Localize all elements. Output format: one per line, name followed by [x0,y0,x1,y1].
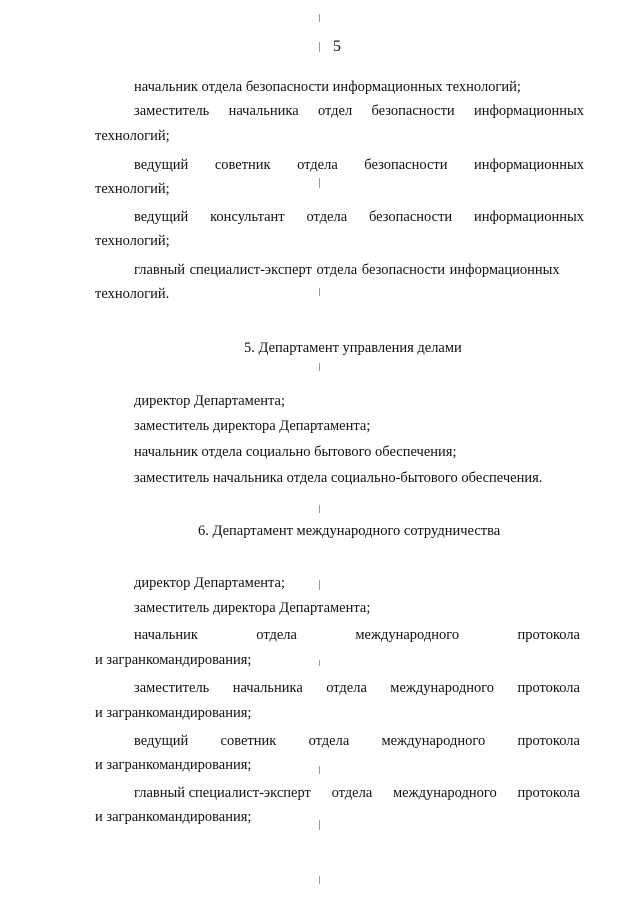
word: главный специалист-эксперт [134,785,311,801]
scan-artifact-line [319,820,320,830]
word: отдела [331,785,373,801]
word: международного [392,785,497,801]
list-item-continuation: и загранкомандирования; [95,705,252,721]
list-item: заместитель директора Департамента; [134,600,371,616]
list-item-continuation: и загранкомандирования; [95,757,252,773]
word: отдела [297,157,338,173]
scan-artifact-line [319,288,320,296]
list-item-text: начальник отдела безопасности информационных технологий; [134,79,521,95]
word: консультант [210,209,285,225]
word: протокола [517,627,580,643]
word: отдела [326,680,367,696]
list-item [134,208,584,226]
word: заместитель [134,680,210,696]
list-item [134,626,580,644]
list-item [134,784,580,802]
list-item: директор Департамента; [134,393,286,409]
word: заместитель [134,103,210,119]
list-item-continuation: технологий. [95,286,170,302]
word: безопасности [371,103,455,119]
list-item-continuation: технологий; [95,181,170,197]
list-item [134,156,584,174]
list-item-continuation: и загранкомандирования; [95,809,252,825]
list-item-continuation: и загранкомандирования; [95,652,252,668]
word: безопасности [364,157,448,173]
list-item [134,102,584,120]
word: ведущий [134,733,189,749]
word: советник [220,733,277,749]
scan-artifact-line [319,14,320,22]
word: безопасности [368,209,453,225]
word: отдела [306,209,348,225]
list-item-text: главный специалист-эксперт отдела безопасности информационных [134,262,560,278]
scan-artifact-line [319,876,320,884]
scan-artifact-line [319,42,320,52]
section-heading: 5. Департамент управления делами [244,340,462,356]
word: отдела [308,733,350,749]
list-item [134,261,584,279]
list-item: начальник отдела социально бытового обеспечения; [134,444,457,460]
word: начальник [134,627,198,643]
list-item-continuation: технологий; [95,233,170,249]
word: протокола [517,785,580,801]
list-item [134,732,580,750]
word: начальника [228,103,299,119]
section-heading: 6. Департамент международного сотрудничества [198,523,501,539]
scan-artifact-line [319,580,320,590]
word: международного [355,627,460,643]
list-item: директор Департамента; [134,575,286,591]
word: советник [214,157,271,173]
word: протокола [517,680,580,696]
list-item: заместитель директора Департамента; [134,418,371,434]
page-number: 5 [333,38,341,55]
word: отдел [317,103,353,119]
list-item [134,78,521,96]
scan-artifact-line [319,363,320,371]
word: отдела [256,627,297,643]
word: ведущий [134,157,189,173]
word: начальника [232,680,303,696]
scan-artifact-line [319,505,320,513]
scan-artifact-line [319,766,320,774]
scan-artifact-line [319,660,320,666]
word: ведущий [134,209,189,225]
word: информационных [474,157,584,173]
word: информационных [473,209,584,225]
word: международного [390,680,495,696]
word: протокола [517,733,580,749]
scan-artifact-line [319,178,320,188]
list-item-continuation: технологий; [95,128,170,144]
list-item [134,679,580,697]
list-item: заместитель начальника отдела социально-бытового обеспечения. [134,470,543,486]
word: международного [381,733,486,749]
word: информационных [473,103,584,119]
